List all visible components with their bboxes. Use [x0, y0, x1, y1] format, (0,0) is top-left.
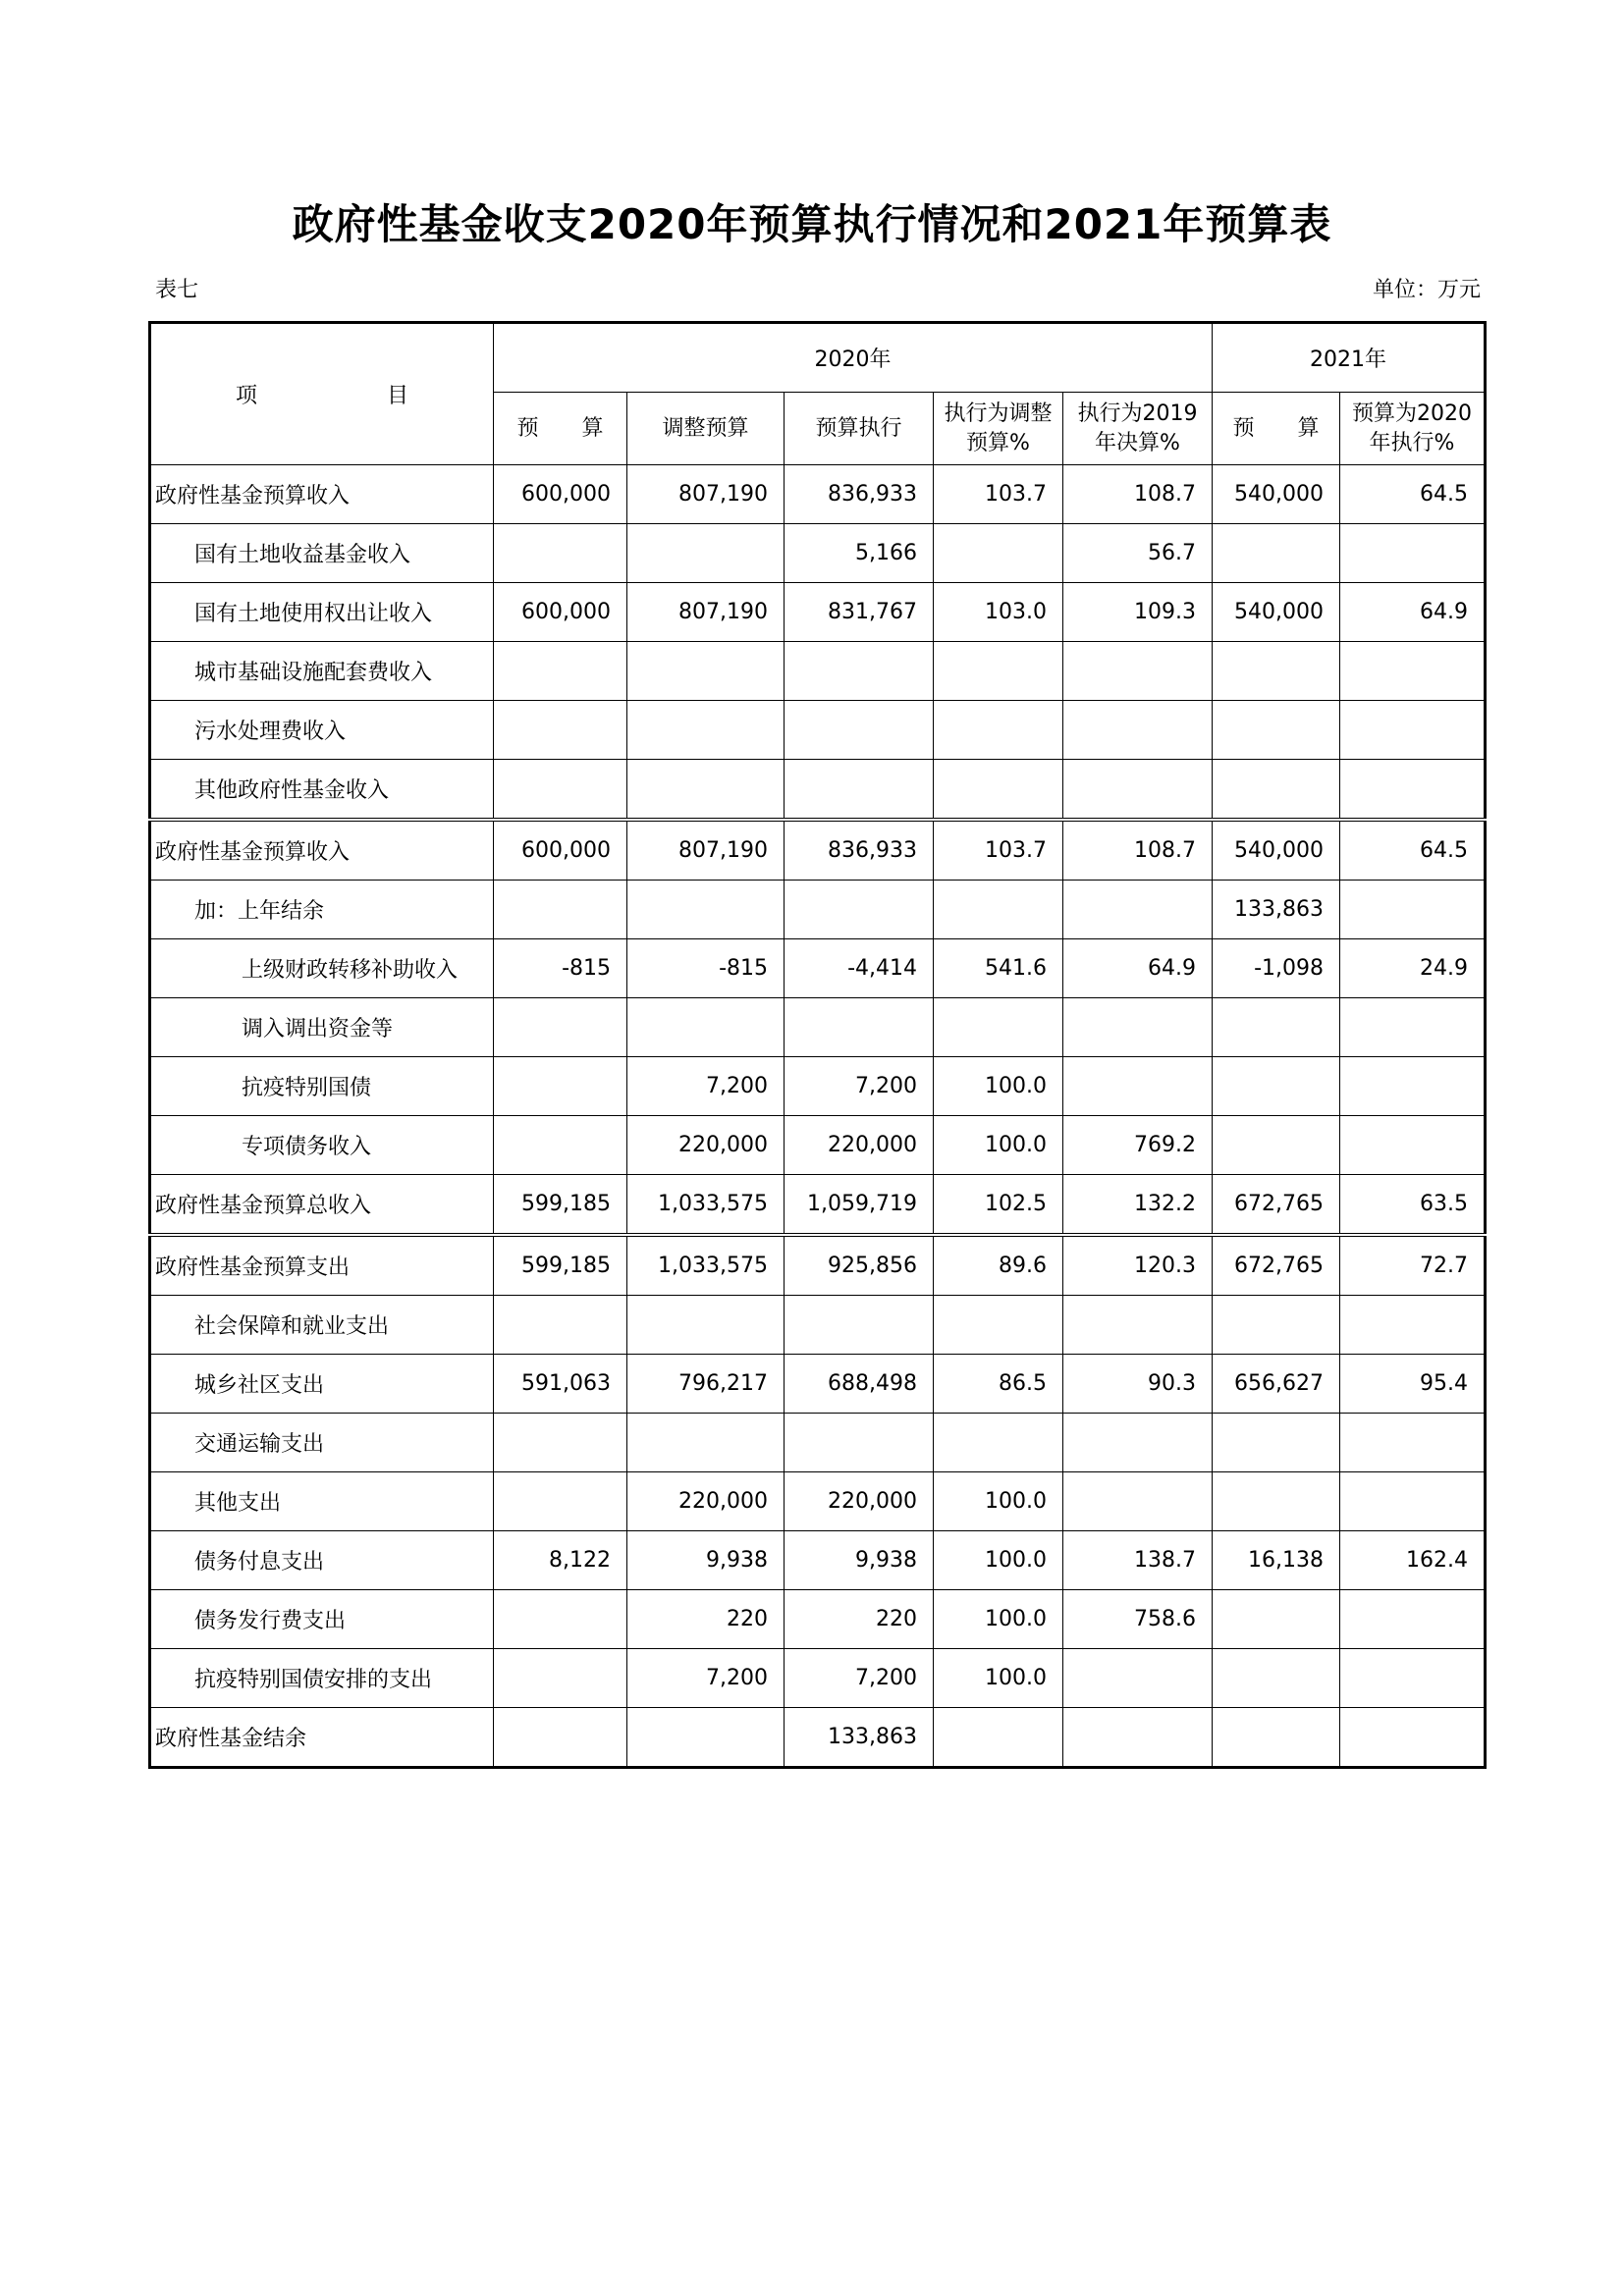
table-row	[150, 1355, 1486, 1414]
cell-budget-2021: 16,138	[1213, 1531, 1340, 1590]
cell-execution	[785, 1296, 934, 1355]
row-label: 交通运输支出	[150, 1414, 494, 1472]
cell-adjusted-budget	[627, 1708, 785, 1768]
cell-exec-vs-2019: 132.2	[1063, 1175, 1213, 1236]
cell-execution: 9,938	[785, 1531, 934, 1590]
cell-budget-2020	[494, 1590, 627, 1649]
cell-budget-2021: 672,765	[1213, 1235, 1340, 1296]
row-label: 城乡社区支出	[150, 1355, 494, 1414]
cell-exec-vs-2019	[1063, 760, 1213, 821]
cell-budget-2021: 540,000	[1213, 820, 1340, 881]
cell-budget-2020	[494, 998, 627, 1057]
header-item: 项 目	[150, 323, 494, 465]
table-row	[150, 939, 1486, 998]
cell-adjusted-budget: -815	[627, 939, 785, 998]
cell-execution: -4,414	[785, 939, 934, 998]
table-row	[150, 1414, 1486, 1472]
cell-exec-vs-2019: 769.2	[1063, 1116, 1213, 1175]
table-row	[150, 820, 1486, 881]
table-row	[150, 465, 1486, 524]
table-row	[150, 1235, 1486, 1296]
cell-budget-2020	[494, 760, 627, 821]
cell-budget-2021	[1213, 1296, 1340, 1355]
table-row	[150, 1116, 1486, 1175]
cell-budget-vs-2020: 24.9	[1340, 939, 1486, 998]
cell-budget-vs-2020	[1340, 701, 1486, 760]
cell-budget-2021	[1213, 1414, 1340, 1472]
table-row	[150, 998, 1486, 1057]
cell-budget-vs-2020	[1340, 760, 1486, 821]
cell-budget-2020	[494, 1116, 627, 1175]
cell-budget-2020	[494, 1057, 627, 1116]
cell-budget-2021: 540,000	[1213, 583, 1340, 642]
cell-adjusted-budget	[627, 524, 785, 583]
cell-exec-vs-adjusted: 89.6	[934, 1235, 1063, 1296]
cell-budget-2021	[1213, 998, 1340, 1057]
table-row	[150, 1472, 1486, 1531]
row-label: 加：上年结余	[150, 881, 494, 939]
cell-exec-vs-adjusted: 86.5	[934, 1355, 1063, 1414]
cell-budget-vs-2020: 64.5	[1340, 465, 1486, 524]
cell-budget-2020	[494, 524, 627, 583]
cell-budget-2021	[1213, 1057, 1340, 1116]
cell-budget-2021: -1,098	[1213, 939, 1340, 998]
cell-exec-vs-adjusted	[934, 524, 1063, 583]
cell-budget-2020: -815	[494, 939, 627, 998]
cell-exec-vs-2019: 56.7	[1063, 524, 1213, 583]
cell-execution: 1,059,719	[785, 1175, 934, 1236]
cell-budget-2020: 599,185	[494, 1175, 627, 1236]
cell-exec-vs-2019	[1063, 881, 1213, 939]
cell-exec-vs-adjusted	[934, 760, 1063, 821]
table-row	[150, 881, 1486, 939]
cell-execution: 836,933	[785, 465, 934, 524]
cell-budget-2021	[1213, 524, 1340, 583]
row-label: 政府性基金预算支出	[150, 1235, 494, 1296]
cell-budget-2020: 600,000	[494, 820, 627, 881]
table-number: 表七	[155, 278, 199, 302]
cell-exec-vs-adjusted: 102.5	[934, 1175, 1063, 1236]
header-year-2020: 2020年	[494, 323, 1213, 393]
row-label: 政府性基金预算收入	[150, 465, 494, 524]
cell-exec-vs-adjusted: 541.6	[934, 939, 1063, 998]
table-row	[150, 1590, 1486, 1649]
row-label: 社会保障和就业支出	[150, 1296, 494, 1355]
cell-budget-vs-2020	[1340, 1057, 1486, 1116]
row-label: 政府性基金结余	[150, 1708, 494, 1768]
table-row	[150, 1057, 1486, 1116]
cell-exec-vs-adjusted	[934, 1708, 1063, 1768]
cell-budget-2021: 133,863	[1213, 881, 1340, 939]
cell-adjusted-budget	[627, 881, 785, 939]
table-row	[150, 642, 1486, 701]
row-label: 国有土地使用权出让收入	[150, 583, 494, 642]
cell-budget-vs-2020	[1340, 1708, 1486, 1768]
cell-exec-vs-2019	[1063, 1057, 1213, 1116]
cell-budget-2021	[1213, 1708, 1340, 1768]
table-row	[150, 1175, 1486, 1236]
cell-adjusted-budget: 807,190	[627, 820, 785, 881]
cell-budget-2020: 591,063	[494, 1355, 627, 1414]
row-label: 其他政府性基金收入	[150, 760, 494, 821]
header-col-budget-2021: 预 算	[1213, 393, 1340, 465]
cell-budget-2021	[1213, 642, 1340, 701]
cell-execution: 220,000	[785, 1472, 934, 1531]
cell-budget-vs-2020: 162.4	[1340, 1531, 1486, 1590]
cell-execution: 7,200	[785, 1649, 934, 1708]
page-title: 政府性基金收支2020年预算执行情况和2021年预算表	[292, 200, 1332, 248]
table-row	[150, 524, 1486, 583]
cell-execution: 5,166	[785, 524, 934, 583]
cell-adjusted-budget: 220,000	[627, 1472, 785, 1531]
cell-exec-vs-adjusted	[934, 1414, 1063, 1472]
cell-adjusted-budget: 7,200	[627, 1649, 785, 1708]
table-row	[150, 1296, 1486, 1355]
cell-exec-vs-adjusted	[934, 881, 1063, 939]
cell-exec-vs-2019	[1063, 1414, 1213, 1472]
cell-budget-vs-2020: 64.5	[1340, 820, 1486, 881]
cell-exec-vs-2019	[1063, 1472, 1213, 1531]
row-label: 债务发行费支出	[150, 1590, 494, 1649]
unit-label: 单位：万元	[1372, 278, 1481, 302]
row-label: 抗疫特别国债	[150, 1057, 494, 1116]
cell-execution: 220,000	[785, 1116, 934, 1175]
header-col-budget-vs-2020: 预算为2020年执行%	[1340, 393, 1486, 465]
cell-budget-2021: 672,765	[1213, 1175, 1340, 1236]
cell-budget-vs-2020	[1340, 524, 1486, 583]
cell-adjusted-budget	[627, 1296, 785, 1355]
header-col-exec-vs-adjusted: 执行为调整预算%	[934, 393, 1063, 465]
cell-exec-vs-adjusted: 100.0	[934, 1649, 1063, 1708]
cell-adjusted-budget: 7,200	[627, 1057, 785, 1116]
cell-budget-vs-2020	[1340, 1649, 1486, 1708]
cell-execution	[785, 881, 934, 939]
cell-exec-vs-2019: 108.7	[1063, 465, 1213, 524]
cell-budget-2021	[1213, 1472, 1340, 1531]
cell-budget-vs-2020	[1340, 1116, 1486, 1175]
cell-budget-2020	[494, 642, 627, 701]
cell-exec-vs-2019: 90.3	[1063, 1355, 1213, 1414]
cell-exec-vs-2019	[1063, 1649, 1213, 1708]
table-row	[150, 583, 1486, 642]
header-col-budget-2020: 预 算	[494, 393, 627, 465]
cell-exec-vs-2019	[1063, 1708, 1213, 1768]
cell-budget-2020	[494, 1708, 627, 1768]
cell-execution: 220	[785, 1590, 934, 1649]
cell-execution: 925,856	[785, 1235, 934, 1296]
row-label: 抗疫特别国债安排的支出	[150, 1649, 494, 1708]
cell-budget-2021: 540,000	[1213, 465, 1340, 524]
cell-execution: 836,933	[785, 820, 934, 881]
cell-exec-vs-adjusted: 100.0	[934, 1116, 1063, 1175]
header-year-2021: 2021年	[1213, 323, 1486, 393]
cell-budget-2020	[494, 701, 627, 760]
cell-exec-vs-adjusted: 100.0	[934, 1590, 1063, 1649]
cell-exec-vs-2019: 138.7	[1063, 1531, 1213, 1590]
row-label: 专项债务收入	[150, 1116, 494, 1175]
cell-adjusted-budget: 220,000	[627, 1116, 785, 1175]
cell-adjusted-budget: 1,033,575	[627, 1235, 785, 1296]
table-row	[150, 760, 1486, 821]
cell-budget-2021	[1213, 1649, 1340, 1708]
cell-exec-vs-2019: 109.3	[1063, 583, 1213, 642]
cell-budget-vs-2020	[1340, 998, 1486, 1057]
cell-budget-2020	[494, 1649, 627, 1708]
cell-budget-2021: 656,627	[1213, 1355, 1340, 1414]
cell-budget-vs-2020	[1340, 1296, 1486, 1355]
row-label: 调入调出资金等	[150, 998, 494, 1057]
cell-adjusted-budget: 807,190	[627, 465, 785, 524]
cell-budget-2021	[1213, 1116, 1340, 1175]
cell-budget-2020: 600,000	[494, 465, 627, 524]
row-label: 其他支出	[150, 1472, 494, 1531]
cell-execution	[785, 642, 934, 701]
cell-execution: 133,863	[785, 1708, 934, 1768]
cell-exec-vs-adjusted: 103.0	[934, 583, 1063, 642]
cell-execution	[785, 760, 934, 821]
cell-exec-vs-adjusted	[934, 642, 1063, 701]
table-row	[150, 701, 1486, 760]
cell-adjusted-budget: 220	[627, 1590, 785, 1649]
cell-budget-2020	[494, 1296, 627, 1355]
cell-execution: 688,498	[785, 1355, 934, 1414]
cell-exec-vs-adjusted	[934, 1296, 1063, 1355]
cell-exec-vs-2019: 64.9	[1063, 939, 1213, 998]
cell-exec-vs-adjusted: 103.7	[934, 465, 1063, 524]
row-label: 上级财政转移补助收入	[150, 939, 494, 998]
cell-budget-vs-2020: 64.9	[1340, 583, 1486, 642]
row-label: 政府性基金预算总收入	[150, 1175, 494, 1236]
header-col-execution: 预算执行	[785, 393, 934, 465]
cell-budget-vs-2020	[1340, 881, 1486, 939]
table-row	[150, 1531, 1486, 1590]
cell-exec-vs-2019	[1063, 642, 1213, 701]
cell-adjusted-budget	[627, 701, 785, 760]
cell-exec-vs-2019	[1063, 1296, 1213, 1355]
row-label: 城市基础设施配套费收入	[150, 642, 494, 701]
cell-budget-2020	[494, 1472, 627, 1531]
cell-budget-vs-2020	[1340, 642, 1486, 701]
cell-budget-vs-2020	[1340, 1590, 1486, 1649]
cell-exec-vs-2019: 120.3	[1063, 1235, 1213, 1296]
cell-exec-vs-adjusted	[934, 701, 1063, 760]
table-row	[150, 1649, 1486, 1708]
budget-table	[148, 321, 1487, 1769]
cell-budget-vs-2020	[1340, 1472, 1486, 1531]
row-label: 政府性基金预算收入	[150, 820, 494, 881]
cell-adjusted-budget	[627, 998, 785, 1057]
cell-budget-vs-2020: 72.7	[1340, 1235, 1486, 1296]
cell-adjusted-budget: 9,938	[627, 1531, 785, 1590]
cell-execution	[785, 998, 934, 1057]
row-label: 污水处理费收入	[150, 701, 494, 760]
header-col-adjusted-budget: 调整预算	[627, 393, 785, 465]
cell-budget-2021	[1213, 760, 1340, 821]
cell-adjusted-budget	[627, 642, 785, 701]
cell-budget-2020	[494, 1414, 627, 1472]
cell-exec-vs-2019	[1063, 998, 1213, 1057]
cell-exec-vs-2019	[1063, 701, 1213, 760]
cell-execution	[785, 701, 934, 760]
cell-budget-vs-2020	[1340, 1414, 1486, 1472]
cell-exec-vs-adjusted: 100.0	[934, 1472, 1063, 1531]
cell-exec-vs-adjusted: 100.0	[934, 1531, 1063, 1590]
cell-adjusted-budget: 796,217	[627, 1355, 785, 1414]
cell-budget-vs-2020: 95.4	[1340, 1355, 1486, 1414]
cell-execution: 7,200	[785, 1057, 934, 1116]
row-label: 国有土地收益基金收入	[150, 524, 494, 583]
cell-budget-2020: 600,000	[494, 583, 627, 642]
cell-budget-2021	[1213, 701, 1340, 760]
cell-adjusted-budget	[627, 1414, 785, 1472]
cell-execution: 831,767	[785, 583, 934, 642]
cell-budget-2020	[494, 881, 627, 939]
table-row	[150, 1708, 1486, 1768]
cell-budget-vs-2020: 63.5	[1340, 1175, 1486, 1236]
cell-budget-2020: 599,185	[494, 1235, 627, 1296]
cell-adjusted-budget	[627, 760, 785, 821]
row-label: 债务付息支出	[150, 1531, 494, 1590]
cell-budget-2020: 8,122	[494, 1531, 627, 1590]
cell-exec-vs-adjusted: 103.7	[934, 820, 1063, 881]
cell-execution	[785, 1414, 934, 1472]
header-col-exec-vs-2019: 执行为2019年决算%	[1063, 393, 1213, 465]
cell-exec-vs-adjusted	[934, 998, 1063, 1057]
cell-adjusted-budget: 807,190	[627, 583, 785, 642]
cell-budget-2021	[1213, 1590, 1340, 1649]
cell-exec-vs-adjusted: 100.0	[934, 1057, 1063, 1116]
cell-exec-vs-2019: 108.7	[1063, 820, 1213, 881]
cell-adjusted-budget: 1,033,575	[627, 1175, 785, 1236]
cell-exec-vs-2019: 758.6	[1063, 1590, 1213, 1649]
